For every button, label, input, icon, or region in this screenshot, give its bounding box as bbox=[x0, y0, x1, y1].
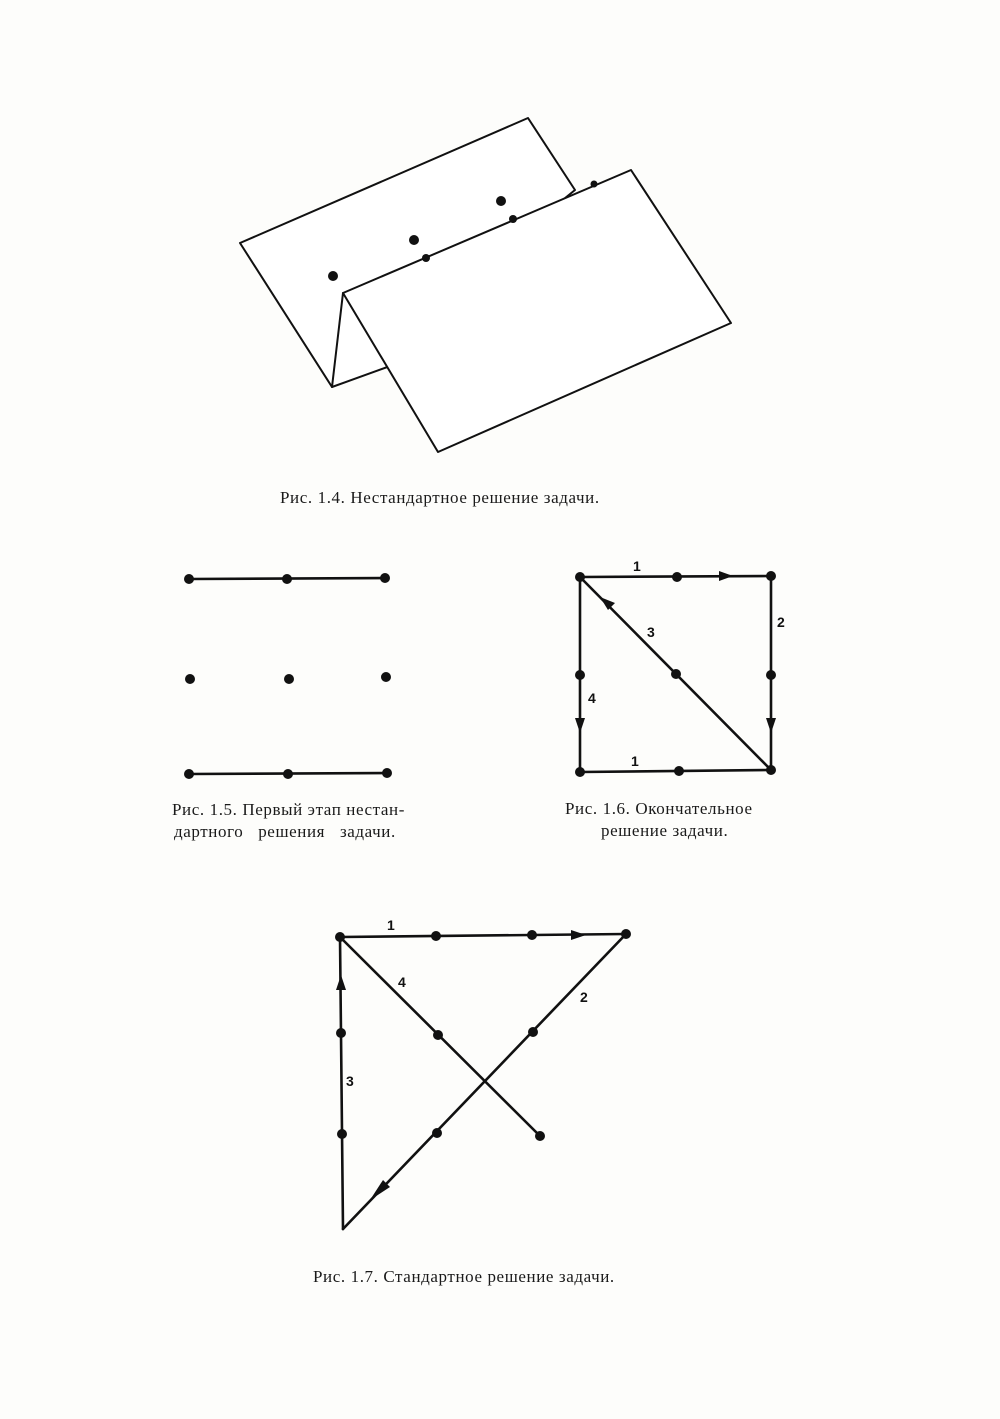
label-left: 4 bbox=[588, 690, 596, 706]
dot bbox=[621, 929, 631, 939]
dot bbox=[337, 1129, 347, 1139]
label-diagonal-down: 4 bbox=[398, 974, 406, 990]
label-diagonal: 3 bbox=[647, 624, 655, 640]
label-right: 2 bbox=[777, 614, 785, 630]
label-top: 1 bbox=[633, 558, 641, 574]
label-diagonal-right: 2 bbox=[580, 989, 588, 1005]
dot bbox=[535, 1131, 545, 1141]
caption-fig-1-7: Рис. 1.7. Стандартное решение задачи. bbox=[313, 1267, 615, 1286]
label-left: 3 bbox=[346, 1073, 354, 1089]
caption-fig-1-5-line1: Рис. 1.5. Первый этап нестан- bbox=[172, 800, 406, 819]
arrow-right bbox=[571, 930, 586, 940]
dot bbox=[527, 930, 537, 940]
label-bottom: 1 bbox=[631, 753, 639, 769]
dot bbox=[432, 1128, 442, 1138]
arrow-up bbox=[336, 975, 346, 990]
dot bbox=[335, 932, 345, 942]
dot bbox=[431, 931, 441, 941]
dot bbox=[433, 1030, 443, 1040]
label-top: 1 bbox=[387, 917, 395, 933]
dot bbox=[336, 1028, 346, 1038]
caption-fig-1-4: Рис. 1.4. Нестандартное решение задачи. bbox=[280, 488, 600, 507]
caption-fig-1-6-line1: Рис. 1.6. Окончательное bbox=[565, 799, 753, 818]
caption-fig-1-6-line2: решение задачи. bbox=[601, 821, 729, 840]
dot bbox=[528, 1027, 538, 1037]
caption-fig-1-5-line2: дартного решения задачи. bbox=[174, 822, 396, 841]
